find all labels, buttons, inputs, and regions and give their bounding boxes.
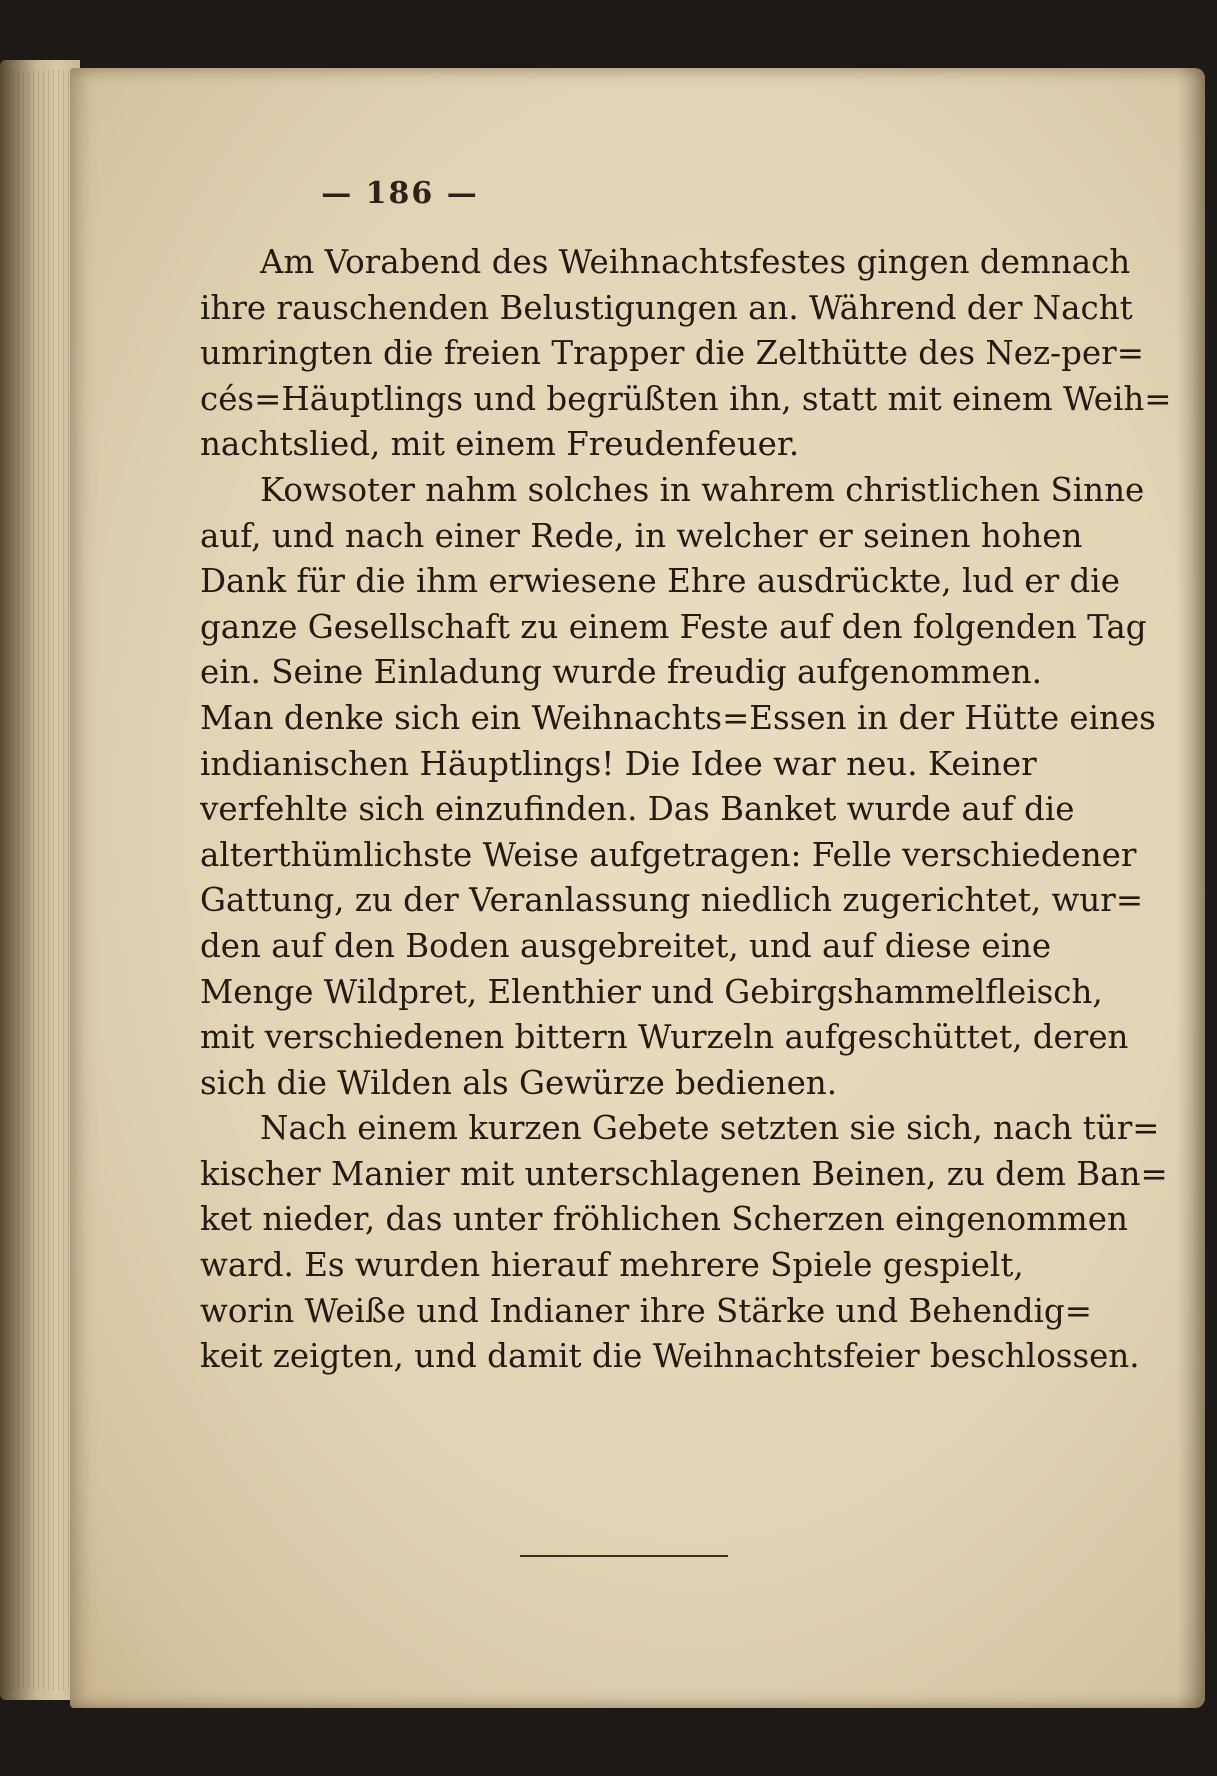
- text-line: verfehlte sich einzufinden. Das Banket wurde auf die: [200, 790, 1075, 829]
- text-line: ward. Es wurden hierauf mehrere Spiele gespielt,: [200, 1246, 1024, 1285]
- page-edge-lines: [8, 70, 74, 1690]
- text-line: ket nieder, das unter fröhlichen Scherzen eingenommen: [200, 1200, 1128, 1239]
- text-line: Gattung, zu der Veranlassung niedlich zugerichtet, wur=: [200, 881, 1144, 920]
- page-shadow: [1177, 68, 1205, 1708]
- text-line: alterthümlichste Weise aufgetragen: Felle verschiedener: [200, 835, 1137, 874]
- text-line: Nach einem kurzen Gebete setzten sie sich, nach tür=: [260, 1109, 1160, 1148]
- text-line: den auf den Boden ausgebreitet, und auf diese eine: [200, 926, 1052, 965]
- text-line: Man denke sich ein Weihnachts=Essen in der Hütte eines: [200, 698, 1156, 737]
- text-line: mit verschiedenen bittern Wurzeln aufgeschüttet, deren: [200, 1018, 1129, 1057]
- page-number: — 186 —: [321, 176, 479, 211]
- text-line: Menge Wildpret, Elenthier und Gebirgshammelfleisch,: [200, 972, 1103, 1011]
- text-line: nachtslied, mit einem Freudenfeuer.: [200, 425, 800, 464]
- text-line: indianischen Häuptlings! Die Idee war neu. Keiner: [200, 744, 1037, 783]
- body-text: [200, 240, 1172, 1380]
- text-line: worin Weiße und Indianer ihre Stärke und Behendig=: [200, 1291, 1092, 1330]
- text-line: ihre rauschenden Belustigungen an. Während der Nacht: [200, 288, 1133, 327]
- text-line: ein. Seine Einladung wurde freudig aufgenommen.: [200, 653, 1042, 692]
- end-rule: [520, 1555, 728, 1557]
- text-line: ganze Gesellschaft zu einem Feste auf den folgenden Tag: [200, 607, 1147, 646]
- text-line: Am Vorabend des Weihnachtsfestes gingen demnach: [260, 243, 1131, 281]
- text-line: sich die Wilden als Gewürze bedienen.: [200, 1063, 838, 1102]
- text-line: keit zeigten, und damit die Weihnachtsfeier beschlossen.: [200, 1337, 1140, 1376]
- text-line: auf, und nach einer Rede, in welcher er seinen hohen: [200, 516, 1083, 555]
- text-line: Kowsoter nahm solches in wahrem christlichen Sinne: [260, 470, 1145, 509]
- book-page: [70, 68, 1205, 1708]
- text-line: umringten die freien Trapper die Zelthütte des Nez-per=: [200, 334, 1144, 373]
- text-line: Dank für die ihm erwiesene Ehre ausdrückte, lud er die: [200, 562, 1120, 601]
- text-line: cés=Häuptlings und begrüßten ihn, statt mit einem Weih=: [200, 379, 1172, 418]
- text-line: kischer Manier mit unterschlagenen Beinen, zu dem Ban=: [200, 1154, 1168, 1193]
